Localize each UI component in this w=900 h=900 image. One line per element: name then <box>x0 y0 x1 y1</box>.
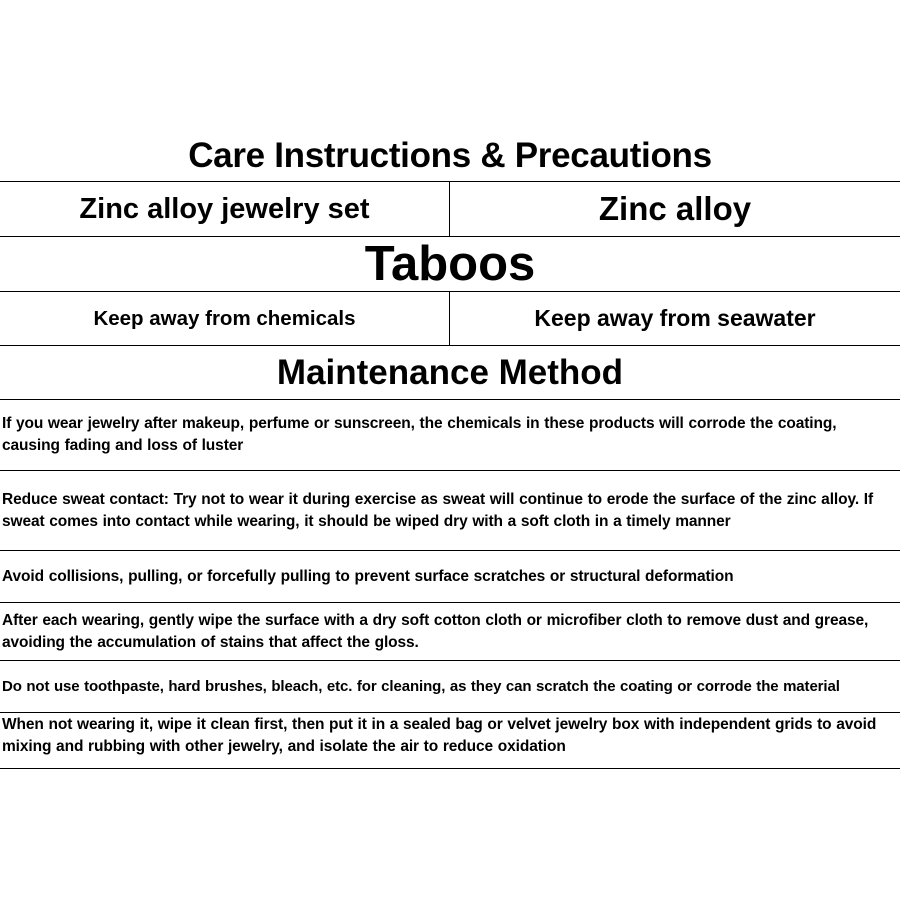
taboo-item-seawater: Keep away from seawater <box>534 305 816 331</box>
maintenance-item: When not wearing it, wipe it clean first, then put it in a sealed bag or velvet jewelry box with independent grids to avoid mixing and rubbing with other jewelry, and isolate the air to reduce oxidation <box>2 716 877 755</box>
maintenance-item: Avoid collisions, pulling, or forcefully pulling to prevent surface scratches or structural deformation <box>2 568 734 585</box>
table-rule <box>0 660 900 661</box>
maintenance-item: If you wear jewelry after makeup, perfume or sunscreen, the chemicals in these products will corrode the coating, causing fading and loss of luster <box>2 415 837 454</box>
taboo-item-chemicals: Keep away from chemicals <box>93 306 356 330</box>
product-material: Zinc alloy <box>598 190 752 227</box>
page-title: Care Instructions & Precautions <box>188 136 712 175</box>
table-rule <box>0 712 900 713</box>
maintenance-item: Reduce sweat contact: Try not to wear it during exercise as sweat will continue to erode the surface of the zinc alloy. If sweat comes into contact while wearing, it should be wiped dry with a soft cloth in a timely manner <box>2 491 874 530</box>
table-rule <box>0 768 900 769</box>
maintenance-item: Do not use toothpaste, hard brushes, bleach, etc. for cleaning, as they can scratch the coating or corrode the material <box>2 678 840 695</box>
table-rule <box>0 550 900 551</box>
maintenance-item: After each wearing, gently wipe the surface with a dry soft cotton cloth or microfiber cloth to remove dust and grease, avoiding the accumulation of stains that affect the gloss. <box>2 612 869 651</box>
product-name: Zinc alloy jewelry set <box>79 192 370 225</box>
table-rule <box>0 602 900 603</box>
table-rule <box>0 470 900 471</box>
maintenance-heading: Maintenance Method <box>276 352 624 392</box>
taboos-heading: Taboos <box>364 237 536 291</box>
table-rule <box>0 399 900 400</box>
